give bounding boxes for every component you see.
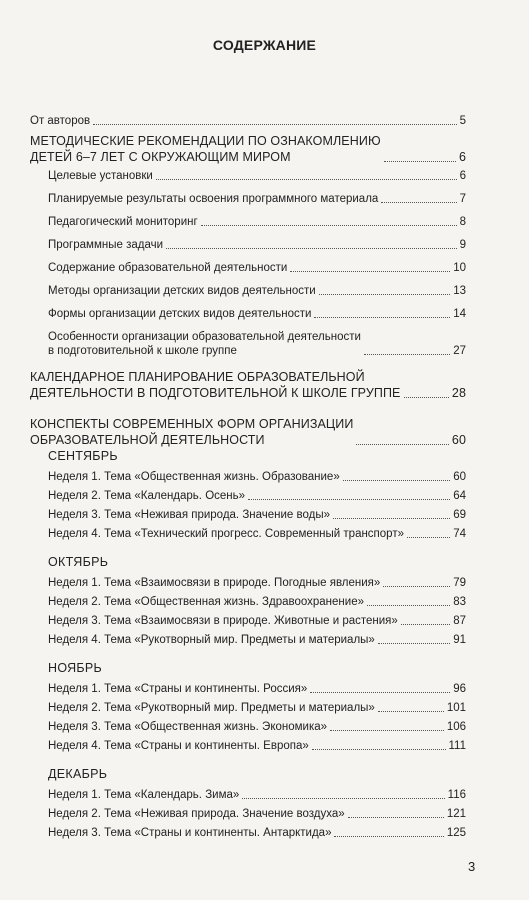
- toc-week-entry: Неделя 4. Тема «Страны и континенты. Европа» 111: [48, 740, 466, 752]
- toc-week-entry: Неделя 2. Тема «Общественная жизнь. Здравоохранение» 83: [48, 596, 466, 608]
- month-heading-december: ДЕКАБРЬ: [48, 767, 108, 781]
- page-title: СОДЕРЖАНИЕ: [212, 37, 317, 53]
- toc-entry-results: Планируемые результаты освоения программного материала 7: [48, 193, 466, 205]
- toc-week-entry: Неделя 4. Тема «Технический прогресс. Современный транспорт» 74: [48, 528, 466, 540]
- toc-entry-content: Содержание образовательной деятельности 10: [48, 262, 466, 274]
- toc-week-entry: Неделя 1. Тема «Страны и континенты. Россия» 96: [48, 683, 466, 695]
- toc-week-entry: Неделя 2. Тема «Календарь. Осень» 64: [48, 490, 466, 502]
- toc-entry-monitoring: Педагогический мониторинг 8: [48, 216, 466, 228]
- toc-week-entry: Неделя 3. Тема «Неживая природа. Значение воды» 69: [48, 509, 466, 521]
- page-number: 3: [468, 859, 476, 874]
- toc-week-entry: Неделя 1. Тема «Календарь. Зима» 116: [48, 789, 466, 801]
- toc-entry-features: Особенности организации образовательной деятельности в подготовительной к школе группе 27: [48, 331, 466, 357]
- toc-week-entry: Неделя 1. Тема «Общественная жизнь. Образование» 60: [48, 471, 466, 483]
- toc-week-entry: Неделя 2. Тема «Рукотворный мир. Предметы и материалы» 101: [48, 702, 466, 714]
- toc-week-entry: Неделя 3. Тема «Страны и континенты. Антарктида» 125: [48, 827, 466, 839]
- toc-week-entry: Неделя 3. Тема «Взаимосвязи в природе. Животные и растения» 87: [48, 615, 466, 627]
- toc-week-entry: Неделя 3. Тема «Общественная жизнь. Экономика» 106: [48, 721, 466, 733]
- toc-week-entry: Неделя 1. Тема «Взаимосвязи в природе. Погодные явления» 79: [48, 577, 466, 589]
- toc-entry-methodical: МЕТОДИЧЕСКИЕ РЕКОМЕНДАЦИИ ПО ОЗНАКОМЛЕНИЮ ДЕТЕЙ 6–7 ЛЕТ С ОКРУЖАЮЩИМ МИРОМ 6: [30, 134, 466, 164]
- toc-entry-goals: Целевые установки 6: [48, 170, 466, 182]
- toc-entry-calendar: КАЛЕНДАРНОЕ ПЛАНИРОВАНИЕ ОБРАЗОВАТЕЛЬНОЙ ДЕЯТЕЛЬНОСТИ В ПОДГОТОВИТЕЛЬНОЙ К ШКОЛЕ ГРУППЕ 28: [30, 370, 466, 400]
- toc-entry-forms: Формы организации детских видов деятельности 14: [48, 308, 466, 320]
- month-heading-september: СЕНТЯБРЬ: [48, 449, 118, 463]
- toc-week-entry: Неделя 2. Тема «Неживая природа. Значение воздуха» 121: [48, 808, 466, 820]
- toc-entry-authors: От авторов 5: [30, 115, 466, 127]
- toc-week-entry: Неделя 4. Тема «Рукотворный мир. Предметы и материалы» 91: [48, 634, 466, 646]
- toc-entry-notes: КОНСПЕКТЫ СОВРЕМЕННЫХ ФОРМ ОРГАНИЗАЦИИ ОБРАЗОВАТЕЛЬНОЙ ДЕЯТЕЛЬНОСТИ 60: [30, 417, 466, 447]
- toc-entry-methods: Методы организации детских видов деятельности 13: [48, 285, 466, 297]
- month-heading-november: НОЯБРЬ: [48, 661, 103, 675]
- month-heading-october: ОКТЯБРЬ: [48, 555, 109, 569]
- toc-entry-program-tasks: Программные задачи 9: [48, 239, 466, 251]
